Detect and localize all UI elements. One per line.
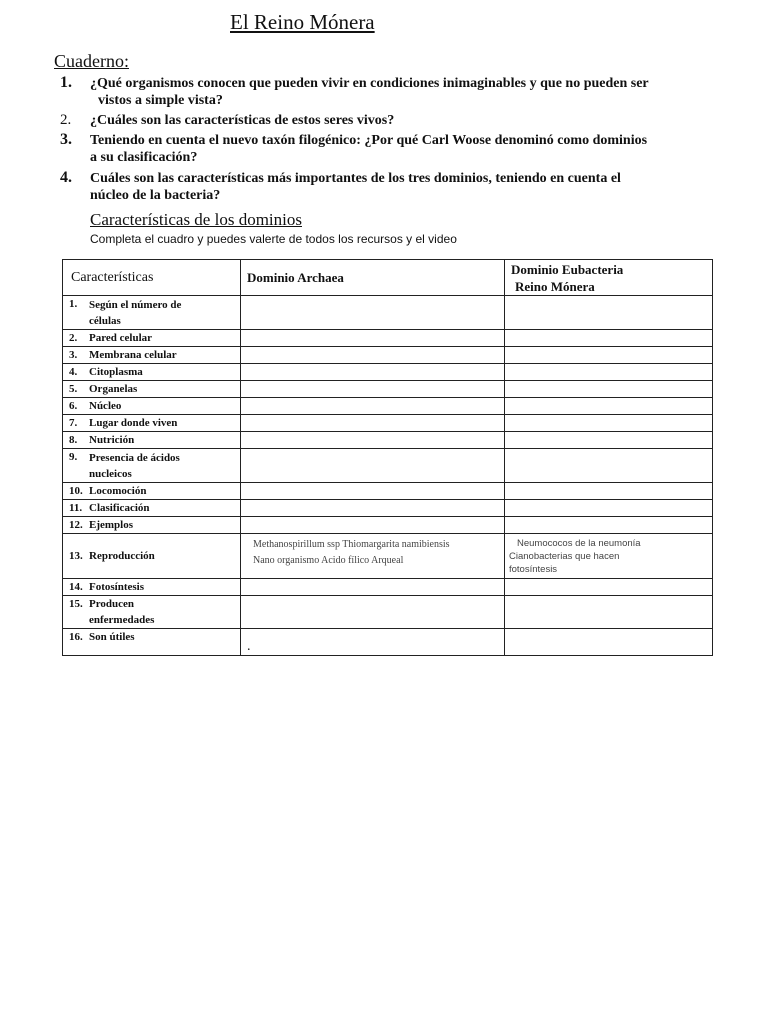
- archaea-cell[interactable]: [241, 579, 505, 596]
- row-label: [63, 415, 241, 432]
- table-row: [63, 579, 713, 596]
- row-label-text-cont: enfermedades: [89, 614, 155, 626]
- table-header-row: [63, 260, 713, 296]
- archaea-example-line2: Nano organismo Acido fílico Arqueal: [253, 555, 404, 566]
- row-number: 7.: [69, 417, 78, 429]
- archaea-cell[interactable]: [241, 596, 505, 629]
- row-label-text: Producen: [89, 598, 135, 610]
- archaea-cell[interactable]: [241, 449, 505, 483]
- row-number: 9.: [69, 451, 78, 463]
- row-label-text: Reproducción: [89, 550, 155, 562]
- header-characteristics: Características: [63, 260, 241, 296]
- archaea-cell[interactable]: [241, 381, 505, 398]
- eubacteria-cell[interactable]: [505, 432, 713, 449]
- row-label: [63, 296, 241, 330]
- archaea-cell[interactable]: .: [241, 629, 505, 656]
- eubacteria-example-line3: fotosíntesis: [509, 564, 558, 575]
- question-3: [60, 132, 710, 166]
- row-label-text: Pared celular: [89, 332, 153, 344]
- question-text: ¿Qué organismos conocen que pueden vivir en condiciones inimaginables y que no pueden ser: [90, 76, 649, 91]
- eubacteria-cell[interactable]: [505, 398, 713, 415]
- question-number: 2.: [60, 112, 72, 128]
- eubacteria-example-line2: Cianobacterias que hacen: [509, 551, 620, 562]
- row-number: 15.: [69, 598, 83, 610]
- row-number: 14.: [69, 581, 83, 593]
- table-row: [63, 483, 713, 500]
- row-number: 5.: [69, 383, 78, 395]
- page-title: El Reino Mónera: [230, 10, 375, 34]
- archaea-cell[interactable]: [241, 517, 505, 534]
- row-number: 2.: [69, 332, 78, 344]
- question-text-cont: vistos a simple vista?: [98, 93, 223, 108]
- row-label-text: Ejemplos: [89, 519, 133, 531]
- row-label-text: Organelas: [89, 383, 138, 395]
- question-4: [60, 170, 710, 204]
- archaea-cell[interactable]: [241, 364, 505, 381]
- eubacteria-cell[interactable]: [505, 534, 713, 579]
- question-2: [60, 112, 710, 129]
- header-archaea: Dominio Archaea: [241, 260, 505, 296]
- question-text-cont: a su clasificación?: [90, 150, 198, 165]
- row-label-text: Son útiles: [89, 631, 135, 643]
- question-list: [60, 75, 710, 207]
- table-row: [63, 330, 713, 347]
- row-number: 16.: [69, 631, 83, 643]
- row-label: [63, 500, 241, 517]
- row-label: [63, 381, 241, 398]
- question-text-cont: núcleo de la bacteria?: [90, 188, 221, 203]
- row-label-text: Membrana celular: [89, 349, 177, 361]
- table-row: [63, 500, 713, 517]
- section-instructions: Completa el cuadro y puedes valerte de todos los recursos y el video: [90, 232, 457, 246]
- table-row: [63, 296, 713, 330]
- eubacteria-cell[interactable]: [505, 517, 713, 534]
- archaea-cell[interactable]: [241, 432, 505, 449]
- table-row: [63, 449, 713, 483]
- row-number: 12.: [69, 519, 83, 531]
- row-label-text: Clasificación: [89, 502, 150, 514]
- row-label: [63, 517, 241, 534]
- archaea-cell[interactable]: [241, 398, 505, 415]
- notebook-heading: Cuaderno:: [54, 51, 129, 71]
- row-label-text-cont: nucleicos: [89, 467, 132, 480]
- table-row: [63, 347, 713, 364]
- row-number: 8.: [69, 434, 78, 446]
- row-number: 6.: [69, 400, 78, 412]
- row-label: [63, 579, 241, 596]
- eubacteria-cell[interactable]: [505, 596, 713, 629]
- eubacteria-cell[interactable]: [505, 500, 713, 517]
- section-title: Características de los dominios: [90, 210, 302, 229]
- row-label-text: Según el número de: [89, 298, 182, 311]
- eubacteria-cell[interactable]: [505, 296, 713, 330]
- table-row: [63, 398, 713, 415]
- table-row: [63, 432, 713, 449]
- header-eubacteria: [505, 260, 713, 296]
- archaea-cell[interactable]: [241, 483, 505, 500]
- question-number: 3.: [60, 131, 72, 148]
- eubacteria-cell[interactable]: [505, 347, 713, 364]
- row-number: 13.: [69, 550, 83, 562]
- row-label: [63, 596, 241, 629]
- row-label: [63, 449, 241, 483]
- row-label: [63, 347, 241, 364]
- row-number: 4.: [69, 366, 78, 378]
- archaea-cell[interactable]: [241, 500, 505, 517]
- table-row: [63, 381, 713, 398]
- row-label-text: Presencia de ácidos: [89, 451, 180, 464]
- row-number: 11.: [69, 502, 83, 514]
- question-number: 1.: [60, 74, 72, 91]
- header-eubacteria-line1: Dominio Eubacteria: [511, 261, 624, 277]
- archaea-cell[interactable]: [241, 347, 505, 364]
- question-text: Cuáles son las características más importantes de los tres dominios, teniendo en cuenta el: [90, 171, 621, 186]
- eubacteria-cell[interactable]: [505, 629, 713, 656]
- row-label-text: Nutrición: [89, 434, 135, 446]
- row-label: [63, 364, 241, 381]
- question-1: [60, 75, 710, 109]
- row-number: 1.: [69, 298, 78, 310]
- row-label-text: Núcleo: [89, 400, 122, 412]
- row-label-text: Locomoción: [89, 485, 147, 497]
- eubacteria-cell[interactable]: [505, 579, 713, 596]
- archaea-example-line1: Methanospirillum ssp Thiomargarita namibiensis: [253, 539, 450, 550]
- row-label: [63, 432, 241, 449]
- row-label: [63, 629, 241, 656]
- row-number: 10.: [69, 485, 83, 497]
- table-row: [63, 517, 713, 534]
- table-row: [63, 596, 713, 629]
- archaea-cell[interactable]: [241, 415, 505, 432]
- domains-table: [62, 259, 713, 656]
- table-row: [63, 534, 713, 579]
- archaea-cell[interactable]: [241, 296, 505, 330]
- eubacteria-cell[interactable]: [505, 415, 713, 432]
- archaea-cell[interactable]: [241, 330, 505, 347]
- row-label-text: Fotosíntesis: [89, 581, 144, 593]
- archaea-cell[interactable]: [241, 534, 505, 579]
- eubacteria-cell[interactable]: [505, 483, 713, 500]
- row-label: [63, 398, 241, 415]
- table-row: [63, 364, 713, 381]
- table-row: [63, 629, 713, 656]
- row-label: [63, 483, 241, 500]
- row-label-text-cont: células: [89, 314, 121, 327]
- question-text: ¿Cuáles son las características de estos seres vivos?: [90, 113, 395, 128]
- row-number: 3.: [69, 349, 78, 361]
- eubacteria-cell[interactable]: [505, 381, 713, 398]
- question-number: 4.: [60, 169, 72, 186]
- row-label: [63, 534, 241, 579]
- row-label: [63, 330, 241, 347]
- eubacteria-cell[interactable]: [505, 449, 713, 483]
- eubacteria-example-line1: Neumococos de la neumonía: [517, 538, 641, 549]
- row-label-text: Lugar donde viven: [89, 417, 178, 429]
- table-row: [63, 415, 713, 432]
- question-text: Teniendo en cuenta el nuevo taxón filogénico: ¿Por qué Carl Woose denominó como dominios: [90, 133, 648, 148]
- eubacteria-cell[interactable]: [505, 330, 713, 347]
- row-label-text: Citoplasma: [89, 366, 143, 378]
- header-eubacteria-line2: Reino Mónera: [515, 278, 595, 294]
- eubacteria-cell[interactable]: [505, 364, 713, 381]
